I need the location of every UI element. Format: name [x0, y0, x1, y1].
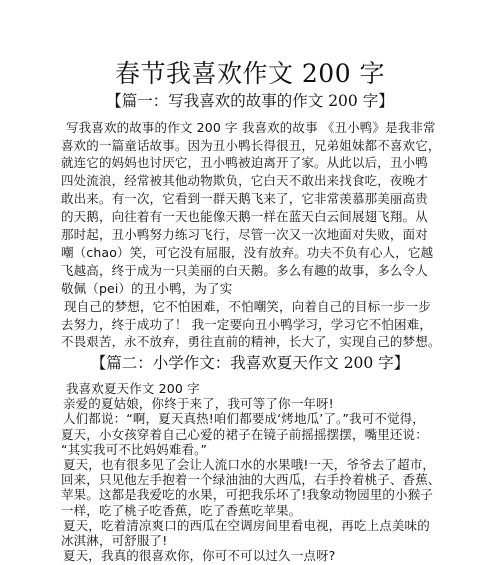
paragraph-line: 夏天，小女孩穿着自己心爱的裙子在镜子前摇摇摆摆，嘴里还说：	[61, 426, 428, 442]
paragraph-line: 现自己的梦想，它不怕困难，不怕嘲笑，向着自己的目标一步一步	[64, 299, 431, 314]
paragraph-line: 一样，吃了桃子吃香蕉，吃了香蕉吃苹果。	[61, 502, 302, 518]
paragraph-line: 我喜欢夏天作文 200 字	[66, 381, 200, 396]
paragraph-line: 冰淇淋，可舒服了!	[61, 533, 168, 548]
paragraph-line: 夏天，我真的很喜欢你，你可不可以过久一点呀?	[63, 548, 336, 564]
paragraph-line: 嘲（chao）笑，可它没有屈服，没有放弃。功夫不负有心人，它越	[61, 245, 434, 260]
paragraph-line: 的天鹅，向往着有一天也能像天鹅一样在蓝天白云间展翅飞翔。从	[61, 209, 428, 224]
paragraph-line: 苹果。这都是我爱吃的水果，可把我乐坏了!我象动物园里的小猴子	[61, 487, 434, 503]
paragraph-line: 飞越高，终于成为一只美丽的白天鹅。多么有趣的故事，多么令人	[61, 263, 428, 278]
paragraph-line: 不畏艰苦，永不放弃，勇往直前的精神，长大了，实现自己的梦想。	[61, 334, 441, 349]
paragraph-line: 夏天，吃着清凉爽口的西瓜在空调房间里看电视，再吃上点美味的	[63, 517, 430, 533]
paragraph-line: 人们都说：“啊，夏天真热!咱们都要成‘烤地瓜’了。”我可不觉得，	[63, 411, 425, 427]
paragraph-line: “其实我可不比妈妈难看。”	[61, 441, 208, 457]
paragraph-line: 亲爱的夏姑娘，你终于来了，我可等了你一年呀!	[63, 396, 334, 412]
paragraph-line: 回来，只见他左手抱着一个绿油油的大西瓜，右手拎着桃子、香蕉、	[61, 472, 441, 488]
section-heading-2: 【篇二：小学作文：我喜欢夏天作文 200 字】	[90, 354, 410, 372]
document-title: 春节我喜欢作文 200 字	[114, 59, 386, 88]
paragraph-line: 喜欢的一篇童话故事。因为丑小鸭长得很丑，兄弟姐妹都不喜欢它，	[61, 138, 441, 153]
section-heading-1: 【篇一：写我喜欢的故事的作文 200 字】	[106, 92, 394, 110]
paragraph-line: 夏天，也有很多见了会让人流口水的水果哦!一天，爷爷去了超市，	[63, 457, 436, 472]
paragraph-line: 那时起，丑小鸭努力练习飞行，尽管一次又一次地面对失败，面对	[61, 227, 428, 242]
paragraph-line: 敢出来。有一次，它看到一群天鹅飞来了，它非常羡慕那美丽高贵	[61, 191, 428, 206]
paragraph-line: 四处流浪，经常被其他动物欺负，它白天不敢出来找食吃，夜晚才	[61, 173, 428, 188]
paragraph-line: 写我喜欢的故事的作文 200 字 我喜欢的故事 《丑小鸭》是我非常	[66, 120, 436, 135]
paragraph-line: 去努力，终于成功了！ 我一定要向丑小鸭学习，学习它不怕困难，	[61, 317, 432, 332]
paragraph-line: 敬佩（pei）的丑小鸭，为了实	[61, 281, 233, 296]
paragraph-line: 就连它的妈妈也讨厌它，丑小鸭被迫离开了家。从此以后，丑小鸭	[61, 155, 428, 170]
